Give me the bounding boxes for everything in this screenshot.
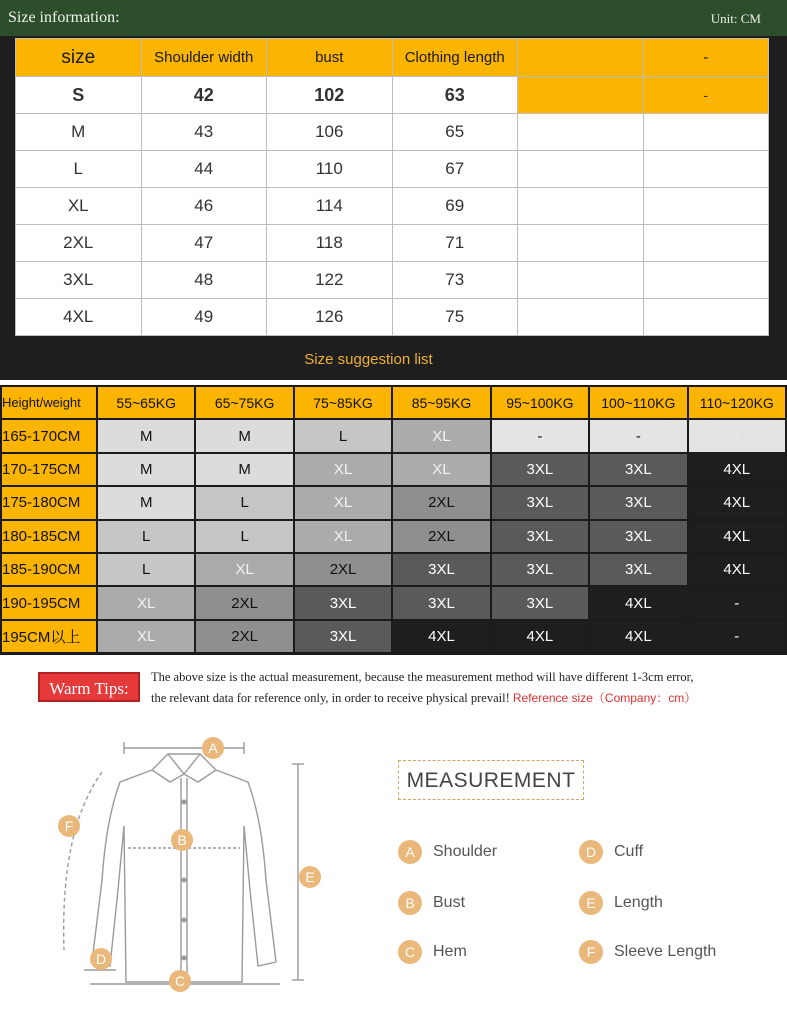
suggestion-table-row — [2, 587, 785, 618]
size-table-cell: Shoulder width — [141, 39, 267, 77]
suggestion-table-row — [2, 420, 785, 451]
suggested-size-cell: 4XL — [492, 621, 588, 652]
suggested-size-cell: 3XL — [590, 487, 686, 518]
size-table-cell: 118 — [267, 225, 393, 262]
size-table-cell: 106 — [267, 114, 393, 151]
size-table-cell: 49 — [141, 299, 267, 336]
suggested-size-cell: 3XL — [295, 587, 391, 618]
size-table-header — [16, 39, 769, 77]
size-table-row — [16, 299, 769, 336]
suggested-size-cell: 2XL — [393, 521, 489, 552]
size-table-cell: 67 — [392, 151, 518, 188]
warm-tips-label: Warm Tips: — [38, 672, 140, 702]
size-table-cell — [518, 151, 644, 188]
suggested-size-cell: 3XL — [590, 521, 686, 552]
suggested-size-cell: 3XL — [393, 587, 489, 618]
suggested-size-cell: 4XL — [590, 587, 686, 618]
size-table-cell: 4XL — [16, 299, 142, 336]
suggested-size-cell: L — [98, 554, 194, 585]
measurement-label: Length — [614, 894, 663, 911]
suggested-size-cell: M — [196, 420, 292, 451]
suggested-size-cell: 3XL — [590, 554, 686, 585]
suggestion-table-row — [2, 554, 785, 585]
suggested-size-cell: - — [492, 420, 588, 451]
unit-label: Unit: CM — [710, 11, 761, 26]
warm-tips-line-2 — [151, 689, 696, 706]
suggested-size-cell: 2XL — [196, 587, 292, 618]
suggested-size-cell: L — [196, 487, 292, 518]
suggestion-header-cell: 75~85KG — [295, 387, 391, 418]
suggested-size-cell: XL — [295, 487, 391, 518]
suggested-size-cell: 4XL — [689, 554, 785, 585]
suggested-size-cell: 3XL — [492, 454, 588, 485]
suggested-size-cell: 4XL — [689, 454, 785, 485]
size-table-cell: bust — [267, 39, 393, 77]
diagram-markers — [58, 737, 321, 992]
size-table-cell — [643, 299, 769, 336]
warm-tips-line-2-text: the relevant data for reference only, in order to receive physical prevail! — [151, 691, 510, 705]
suggested-size-cell: 2XL — [393, 487, 489, 518]
suggestion-header-cell: 100~110KG — [590, 387, 686, 418]
suggested-size-cell: L — [98, 521, 194, 552]
height-range-cell: 175-180CM — [2, 487, 96, 518]
diagram-marker-label: B — [177, 832, 187, 848]
size-table-cell — [643, 262, 769, 299]
size-table-cell: 126 — [267, 299, 393, 336]
warm-tips — [0, 658, 787, 718]
diagram-marker-label: D — [95, 951, 107, 967]
size-suggestion-title: Size suggestion list — [304, 351, 433, 368]
suggestion-table-row — [2, 454, 785, 485]
suggestion-header-cell: 110~120KG — [689, 387, 785, 418]
suggested-size-cell: - — [689, 420, 785, 451]
measurement-label: Shoulder — [433, 843, 498, 860]
size-suggestion-table — [0, 385, 787, 654]
height-range-cell: 185-190CM — [2, 554, 96, 585]
size-table-cell: 69 — [392, 188, 518, 225]
suggested-size-cell: XL — [393, 420, 489, 451]
suggestion-header-cell: 95~100KG — [492, 387, 588, 418]
suggested-size-cell: XL — [196, 554, 292, 585]
suggested-size-cell: L — [196, 521, 292, 552]
size-table-cell — [518, 225, 644, 262]
suggested-size-cell: 3XL — [590, 454, 686, 485]
suggested-size-cell: 2XL — [295, 554, 391, 585]
measurement-letter-icon: B — [398, 891, 422, 915]
suggested-size-cell: M — [98, 420, 194, 451]
measurement-legend — [398, 760, 758, 1000]
diagram-marker-label: A — [208, 740, 218, 756]
size-table-cell — [518, 114, 644, 151]
size-table-row — [16, 225, 769, 262]
size-table-cell: 65 — [392, 114, 518, 151]
size-suggestion-section — [0, 385, 787, 655]
size-table-cell — [643, 151, 769, 188]
size-information-title: Size information: — [8, 9, 120, 26]
suggested-size-cell: 4XL — [393, 621, 489, 652]
size-table-cell: 102 — [267, 77, 393, 114]
suggestion-table-row — [2, 521, 785, 552]
size-table-cell: 47 — [141, 225, 267, 262]
size-table-cell: 71 — [392, 225, 518, 262]
height-range-cell: 165-170CM — [2, 420, 96, 451]
size-table-cell — [643, 188, 769, 225]
measurement-letter-icon: A — [398, 840, 422, 864]
suggestion-header-cell: 55~65KG — [98, 387, 194, 418]
suggested-size-cell: M — [98, 487, 194, 518]
size-table-cell: size — [16, 39, 142, 77]
suggested-size-cell: M — [196, 454, 292, 485]
suggested-size-cell: 4XL — [590, 621, 686, 652]
height-range-cell: 180-185CM — [2, 521, 96, 552]
size-table-cell: S — [16, 77, 142, 114]
size-table-cell: 110 — [267, 151, 393, 188]
size-table-cell: M — [16, 114, 142, 151]
suggested-size-cell: 3XL — [393, 554, 489, 585]
suggested-size-cell: XL — [393, 454, 489, 485]
size-table-row — [16, 77, 769, 114]
size-table-row — [16, 188, 769, 225]
size-table-cell — [518, 188, 644, 225]
diagram-marker-label: C — [174, 973, 186, 989]
suggestion-header-cell: 85~95KG — [393, 387, 489, 418]
suggested-size-cell: - — [689, 621, 785, 652]
shirt-measurement-diagram — [40, 730, 340, 1000]
height-range-cell: 170-175CM — [2, 454, 96, 485]
size-table-cell — [518, 39, 644, 77]
suggested-size-cell: XL — [98, 587, 194, 618]
size-table-cell: L — [16, 151, 142, 188]
suggested-size-cell: 3XL — [492, 521, 588, 552]
size-table-cell: 44 — [141, 151, 267, 188]
size-table-cell: - — [643, 39, 769, 77]
size-table-cell: 3XL — [16, 262, 142, 299]
size-table-cell — [643, 225, 769, 262]
measurement-label: Hem — [433, 943, 467, 960]
shirt-buttons — [182, 800, 187, 961]
size-information-header — [0, 0, 787, 36]
warm-tips-line-1: The above size is the actual measurement, because the measurement method will have different 1-3cm error, — [151, 670, 694, 684]
size-table-cell: 75 — [392, 299, 518, 336]
size-table-cell: XL — [16, 188, 142, 225]
size-table-cell — [643, 114, 769, 151]
measurement-letter-icon: C — [398, 940, 422, 964]
size-table-cell: 63 — [392, 77, 518, 114]
suggestion-table-header — [2, 387, 785, 418]
suggested-size-cell: 3XL — [492, 487, 588, 518]
size-table-row — [16, 262, 769, 299]
diagram-marker-label: F — [64, 818, 74, 834]
size-table-cell — [518, 299, 644, 336]
size-table-cell: 42 — [141, 77, 267, 114]
shirt-outline — [64, 742, 304, 984]
size-information-section — [0, 0, 787, 380]
suggested-size-cell: 3XL — [492, 554, 588, 585]
measurement-letter-icon: D — [579, 840, 603, 864]
size-table-cell: 43 — [141, 114, 267, 151]
measurement-letter-icon: F — [579, 940, 603, 964]
size-table-row — [16, 151, 769, 188]
measurement-label: Cuff — [614, 843, 644, 860]
suggested-size-cell: L — [295, 420, 391, 451]
size-table — [15, 38, 769, 336]
height-range-cell: 190-195CM — [2, 587, 96, 618]
size-table-cell: 48 — [141, 262, 267, 299]
suggestion-table-row — [2, 621, 785, 652]
suggested-size-cell: XL — [295, 521, 391, 552]
suggestion-header-cell: Height/weight — [2, 387, 96, 418]
size-table-cell: 2XL — [16, 225, 142, 262]
size-table-cell — [518, 77, 644, 114]
reference-size-note: Reference size（Company：cm） — [512, 691, 697, 705]
size-table-cell: 114 — [267, 188, 393, 225]
size-table-cell: 122 — [267, 262, 393, 299]
measurement-title: MEASUREMENT — [398, 760, 584, 800]
suggested-size-cell: 4XL — [689, 521, 785, 552]
suggested-size-cell: - — [689, 587, 785, 618]
measurement-letter-icon: E — [579, 891, 603, 915]
size-table-cell — [518, 262, 644, 299]
suggested-size-cell: - — [590, 420, 686, 451]
diagram-marker-label: E — [305, 869, 315, 885]
size-table-row — [16, 114, 769, 151]
measurement-label: Sleeve Length — [614, 943, 717, 960]
suggested-size-cell: XL — [295, 454, 391, 485]
measurement-label: Bust — [433, 894, 466, 911]
size-table-cell: Clothing length — [392, 39, 518, 77]
suggested-size-cell: M — [98, 454, 194, 485]
suggested-size-cell: 3XL — [492, 587, 588, 618]
size-table-cell: 46 — [141, 188, 267, 225]
suggested-size-cell: 3XL — [295, 621, 391, 652]
suggested-size-cell: 2XL — [196, 621, 292, 652]
suggestion-table-row — [2, 487, 785, 518]
suggested-size-cell: XL — [98, 621, 194, 652]
size-table-cell: 73 — [392, 262, 518, 299]
suggestion-header-cell: 65~75KG — [196, 387, 292, 418]
height-range-cell: 195CM以上 — [2, 621, 96, 652]
size-table-cell: - — [643, 77, 769, 114]
suggested-size-cell: 4XL — [689, 487, 785, 518]
